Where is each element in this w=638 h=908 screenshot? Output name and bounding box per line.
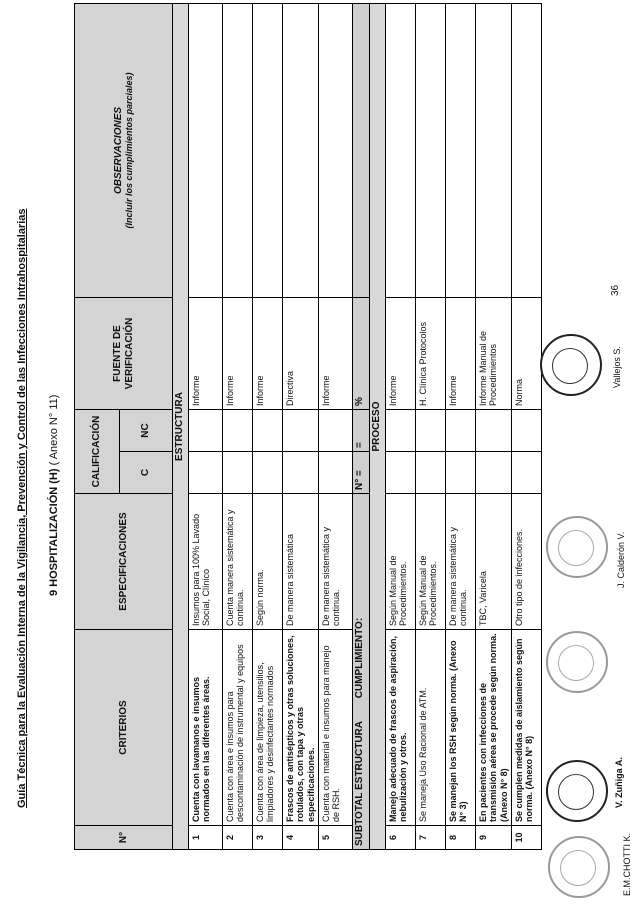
row-number: 9	[476, 826, 512, 850]
row-nc	[223, 409, 253, 451]
row-criterio: Cuenta con material e insumos para manejo de RSH.	[319, 630, 353, 826]
row-observaciones	[386, 3, 416, 297]
row-observaciones	[189, 3, 223, 297]
row-especificacion: De manera sistemática	[283, 494, 319, 630]
row-c	[223, 452, 253, 494]
row-fuente: Norma	[512, 297, 542, 409]
row-number: 1	[189, 826, 223, 850]
table-row	[446, 3, 476, 849]
row-c	[446, 452, 476, 494]
row-c	[512, 452, 542, 494]
row-especificacion: TBC, Varicela	[476, 494, 512, 630]
evaluation-table	[74, 3, 542, 850]
row-nc	[189, 409, 223, 451]
subtotal-obs	[353, 3, 370, 297]
row-criterio: Se maneja Uso Racional de ATM.	[416, 630, 446, 826]
subtotal-eq: =	[353, 409, 370, 451]
header-especificaciones: ESPECIFICACIONES	[75, 494, 173, 630]
row-criterio: Manejo adecuado de frascos de aspiración, nebulización y otros.	[386, 630, 416, 826]
row-criterio: Se cumplen medidas de aislamiento según norma. (Anexo N° 8)	[512, 630, 542, 826]
table-row	[319, 3, 353, 849]
row-nc	[283, 409, 319, 451]
row-nc	[319, 409, 353, 451]
row-c	[386, 452, 416, 494]
estructura-banner-row	[173, 3, 189, 849]
row-criterio: Se manejan los RSH según norma. (Anexo N° 3)	[446, 630, 476, 826]
signature-2: V. Zuñiga A.	[614, 757, 624, 808]
row-fuente: Directiva	[283, 297, 319, 409]
row-especificacion: De manera sistemática y continua.	[446, 494, 476, 630]
row-c	[476, 452, 512, 494]
row-observaciones	[253, 3, 283, 297]
signature-3: J. Calderón V.	[616, 531, 626, 588]
row-especificacion: Otro tipo de infecciones.	[512, 494, 542, 630]
row-nc	[446, 409, 476, 451]
subtotal-pct: %	[353, 297, 370, 409]
header-observaciones	[75, 3, 173, 297]
page-number: 36	[610, 284, 621, 296]
row-criterio: Cuenta con lavamanos e insumos normados en las diferentes áreas.	[189, 630, 223, 826]
row-nc	[386, 409, 416, 451]
row-nc	[253, 409, 283, 451]
table-row	[386, 3, 416, 849]
proceso-banner-row	[370, 3, 386, 849]
row-nc	[416, 409, 446, 451]
header-criterios: CRITERIOS	[75, 630, 173, 826]
stamp-seal-3	[546, 631, 608, 693]
row-observaciones	[319, 3, 353, 297]
row-observaciones	[512, 3, 542, 297]
header-nc: NC	[120, 409, 173, 451]
document-title: Guía Técnica para la Evaluación Interna de la Vigilancia, Prevención y Control de las Infecciones Intrahospitalarias	[16, 208, 28, 808]
row-criterio: Frascos de antisépticos y otras soluciones, rotulados, con tapa y otras especificaciones.	[283, 630, 319, 826]
section-name: 9 HOSPITALIZACIÓN (H)	[48, 468, 60, 596]
row-c	[319, 452, 353, 494]
row-observaciones	[416, 3, 446, 297]
header-num: N°	[75, 826, 173, 850]
header-calificacion: CALIFICACIÓN	[75, 409, 120, 493]
row-fuente: Informe	[253, 297, 283, 409]
row-especificacion: Insumos para 100% Lavado Social, Clínico	[189, 494, 223, 630]
row-c	[189, 452, 223, 494]
table-row	[512, 3, 542, 849]
row-fuente: Informe	[223, 297, 253, 409]
header-row-1	[75, 3, 120, 849]
stamp-seal-2	[546, 760, 608, 822]
section-annex-ref: ( Anexo N° 11)	[48, 394, 60, 466]
header-observaciones-title: OBSERVACIONES	[112, 106, 124, 195]
header-fuente: FUENTE DE VERIFICACIÓN	[75, 297, 173, 409]
table-row	[476, 3, 512, 849]
row-observaciones	[476, 3, 512, 297]
row-number: 2	[223, 826, 253, 850]
row-fuente: Informe Manual de Procedimientos	[476, 297, 512, 409]
row-especificacion: Según norma.	[253, 494, 283, 630]
row-number: 10	[512, 826, 542, 850]
table-body	[173, 3, 542, 849]
section-title	[48, 395, 60, 596]
row-nc	[476, 409, 512, 451]
header-c: C	[120, 452, 173, 494]
row-number: 7	[416, 826, 446, 850]
row-criterio: En pacientes con infecciones de transmisión aérea se procede según norma. (Anexo N° 8)	[476, 630, 512, 826]
table-row	[283, 3, 319, 849]
row-number: 4	[283, 826, 319, 850]
table-row	[189, 3, 223, 849]
table-row	[416, 3, 446, 849]
row-number: 8	[446, 826, 476, 850]
subtotal-row	[353, 3, 370, 849]
row-observaciones	[223, 3, 253, 297]
row-criterio: Cuenta con área de limpieza, utensilios, limpiadores y desinfectantes normados	[253, 630, 283, 826]
row-especificacion: Según Manual de Procedimientos.	[416, 494, 446, 630]
subtotal-label	[353, 494, 370, 850]
subtotal-n: N° =	[353, 452, 370, 494]
row-especificacion: Cuenta manera sistemática y continua.	[223, 494, 253, 630]
row-number: 5	[319, 826, 353, 850]
subtotal-estructura-label: SUBTOTAL ESTRUCTURA	[354, 721, 366, 846]
cumplimiento-label: CUMPLIMIENTO:	[354, 617, 366, 699]
row-c	[416, 452, 446, 494]
stamp-seal-4	[546, 516, 608, 578]
stamp-seal-5	[540, 334, 602, 396]
row-criterio: Cuenta con área e insumos para descontaminación de instrumental y equipos	[223, 630, 253, 826]
row-c	[283, 452, 319, 494]
signature-1: E.M.CHOTTI K.	[622, 833, 632, 896]
row-fuente: Informe	[446, 297, 476, 409]
row-c	[253, 452, 283, 494]
row-observaciones	[283, 3, 319, 297]
row-especificacion: De manera sistemática y continua.	[319, 494, 353, 630]
row-nc	[512, 409, 542, 451]
table-row	[223, 3, 253, 849]
estructura-banner: ESTRUCTURA	[173, 3, 189, 849]
row-observaciones	[446, 3, 476, 297]
proceso-banner: PROCESO	[370, 3, 386, 849]
row-fuente: Informe	[386, 297, 416, 409]
row-fuente: H. Clínica Protocolos	[416, 297, 446, 409]
row-number: 3	[253, 826, 283, 850]
row-fuente: Informe	[189, 297, 223, 409]
row-especificacion: Según Manual de Procedimientos.	[386, 494, 416, 630]
header-observaciones-sub: (Incluir los cumplimientos parciales)	[124, 72, 135, 229]
signature-4: Vallejos S.	[612, 346, 622, 388]
row-fuente: Informe	[319, 297, 353, 409]
table-row	[253, 3, 283, 849]
row-number: 6	[386, 826, 416, 850]
stamp-seal-1	[548, 836, 610, 898]
